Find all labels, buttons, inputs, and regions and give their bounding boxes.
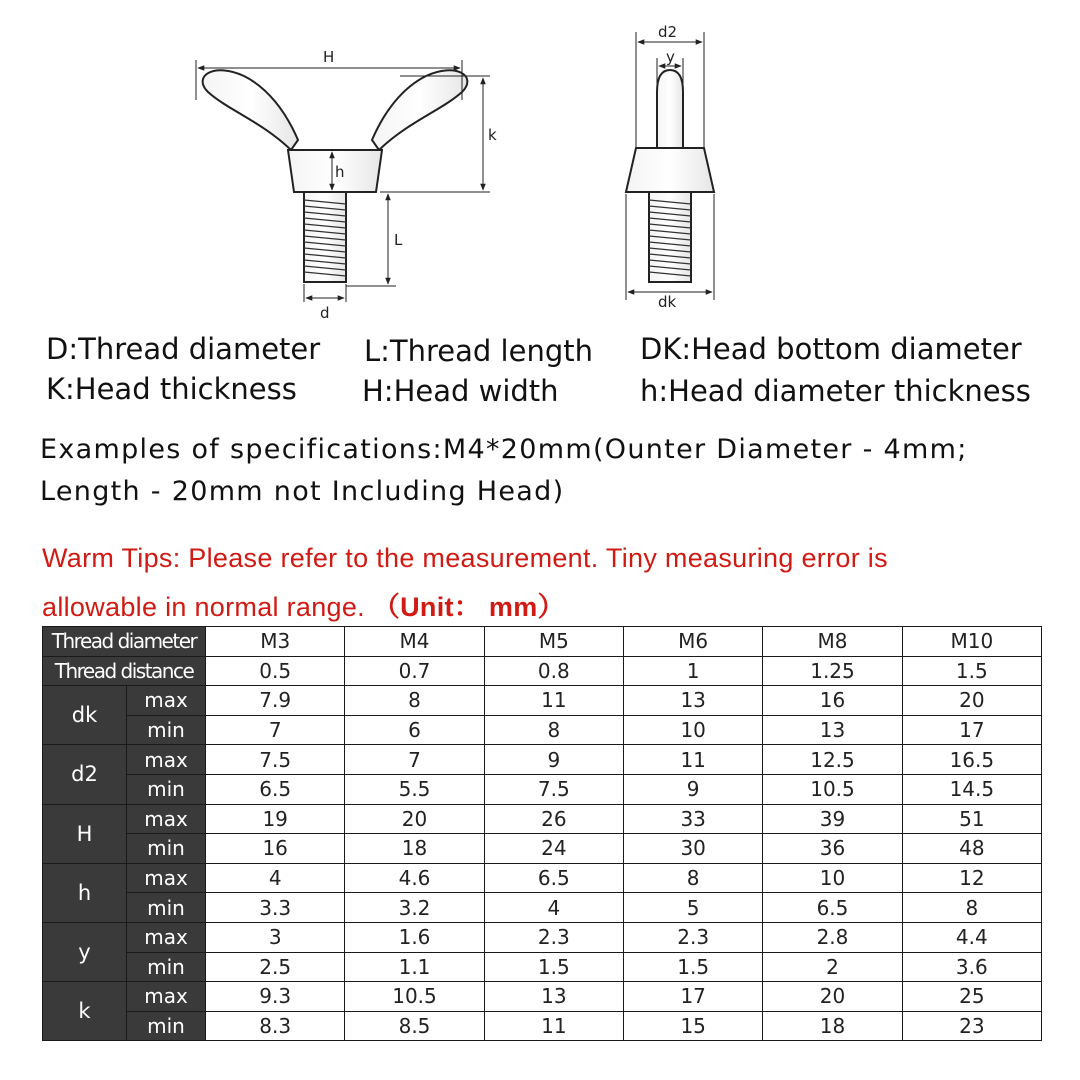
size-cell: M8 <box>763 627 902 657</box>
param-label: k <box>43 982 127 1041</box>
header-thread-diameter: Thread diameter <box>43 627 206 657</box>
label-H: H <box>323 48 335 66</box>
value-cell: 11 <box>624 745 763 775</box>
value-cell: 16.5 <box>902 745 1041 775</box>
size-cell: M4 <box>345 627 484 657</box>
max-label: max <box>127 922 206 952</box>
value-cell: 25 <box>902 982 1041 1012</box>
value-cell: 14.5 <box>902 774 1041 804</box>
value-cell: 8 <box>484 715 623 745</box>
example-line-2: Length - 20mm not Including Head) <box>40 476 565 507</box>
pitch-cell: 1 <box>624 656 763 686</box>
value-cell: 6.5 <box>484 863 623 893</box>
value-cell: 39 <box>763 804 902 834</box>
table-row <box>43 715 1042 745</box>
value-cell: 8 <box>902 893 1041 923</box>
size-cell: M3 <box>206 627 345 657</box>
example-line-1: Examples of specifications:M4*20mm(Ounter Diameter - 4mm; <box>40 434 968 465</box>
value-cell: 30 <box>624 834 763 864</box>
min-label: min <box>127 715 206 745</box>
value-cell: 1.5 <box>624 952 763 982</box>
value-cell: 19 <box>206 804 345 834</box>
max-label: max <box>127 804 206 834</box>
value-cell: 1.5 <box>484 952 623 982</box>
value-cell: 2.8 <box>763 922 902 952</box>
value-cell: 7 <box>345 745 484 775</box>
min-label: min <box>127 952 206 982</box>
value-cell: 9 <box>624 774 763 804</box>
value-cell: 33 <box>624 804 763 834</box>
value-cell: 13 <box>624 686 763 716</box>
param-label: h <box>43 863 127 922</box>
legend-head-diameter-thickness: h:Head diameter thickness <box>640 374 1031 408</box>
legend-head-bottom-diameter: DK:Head bottom diameter <box>640 332 1022 366</box>
value-cell: 51 <box>902 804 1041 834</box>
size-cell: M10 <box>902 627 1041 657</box>
header-thread-distance: Thread distance <box>43 656 206 686</box>
max-label: max <box>127 863 206 893</box>
table-row <box>43 922 1042 952</box>
value-cell: 5 <box>624 893 763 923</box>
value-cell: 8.3 <box>206 1011 345 1041</box>
value-cell: 17 <box>902 715 1041 745</box>
value-cell: 9.3 <box>206 982 345 1012</box>
pitch-cell: 0.7 <box>345 656 484 686</box>
value-cell: 2.3 <box>624 922 763 952</box>
value-cell: 7.5 <box>484 774 623 804</box>
table-row <box>43 745 1042 775</box>
value-cell: 4 <box>206 863 345 893</box>
value-cell: 20 <box>345 804 484 834</box>
table-row <box>43 863 1042 893</box>
table-row <box>43 686 1042 716</box>
value-cell: 6 <box>345 715 484 745</box>
unit-note: （Unit： mm） <box>372 592 565 622</box>
pitch-cell: 0.5 <box>206 656 345 686</box>
value-cell: 12.5 <box>763 745 902 775</box>
left-wing <box>203 70 298 150</box>
table-row <box>43 893 1042 923</box>
warm-tips-text: allowable in normal range. <box>42 592 365 622</box>
value-cell: 13 <box>763 715 902 745</box>
max-label: max <box>127 686 206 716</box>
warm-tips-line-1: Warm Tips: Please refer to the measurement. Tiny measuring error is <box>42 543 888 573</box>
value-cell: 48 <box>902 834 1041 864</box>
value-cell: 11 <box>484 686 623 716</box>
value-cell: 8 <box>624 863 763 893</box>
value-cell: 36 <box>763 834 902 864</box>
min-label: min <box>127 1011 206 1041</box>
value-cell: 10.5 <box>763 774 902 804</box>
param-label: y <box>43 922 127 981</box>
value-cell: 6.5 <box>763 893 902 923</box>
value-cell: 10 <box>763 863 902 893</box>
value-cell: 12 <box>902 863 1041 893</box>
param-label: d2 <box>43 745 127 804</box>
max-label: max <box>127 745 206 775</box>
value-cell: 18 <box>345 834 484 864</box>
value-cell: 1.6 <box>345 922 484 952</box>
value-cell: 2 <box>763 952 902 982</box>
value-cell: 4.6 <box>345 863 484 893</box>
value-cell: 4.4 <box>902 922 1041 952</box>
table-row <box>43 834 1042 864</box>
value-cell: 4 <box>484 893 623 923</box>
wing-screw-diagram <box>0 0 1080 330</box>
value-cell: 10.5 <box>345 982 484 1012</box>
value-cell: 7.5 <box>206 745 345 775</box>
value-cell: 3 <box>206 922 345 952</box>
value-cell: 11 <box>484 1011 623 1041</box>
table-row <box>43 627 1042 657</box>
table-row <box>43 804 1042 834</box>
value-cell: 20 <box>763 982 902 1012</box>
side-hub <box>626 148 714 192</box>
value-cell: 18 <box>763 1011 902 1041</box>
label-d2: d2 <box>658 23 678 41</box>
legend-thread-length: L:Thread length <box>364 334 593 368</box>
table-row <box>43 656 1042 686</box>
label-d: d <box>320 304 330 322</box>
label-dk: dk <box>658 293 677 311</box>
value-cell: 7.9 <box>206 686 345 716</box>
min-label: min <box>127 834 206 864</box>
right-wing <box>372 70 467 150</box>
value-cell: 16 <box>763 686 902 716</box>
value-cell: 13 <box>484 982 623 1012</box>
value-cell: 15 <box>624 1011 763 1041</box>
min-label: min <box>127 774 206 804</box>
value-cell: 10 <box>624 715 763 745</box>
legend-head-width: H:Head width <box>362 374 559 408</box>
table-row <box>43 774 1042 804</box>
label-y: y <box>666 48 675 66</box>
value-cell: 24 <box>484 834 623 864</box>
max-label: max <box>127 982 206 1012</box>
table-row <box>43 1011 1042 1041</box>
pitch-cell: 1.5 <box>902 656 1041 686</box>
param-label: H <box>43 804 127 863</box>
table-row <box>43 952 1042 982</box>
value-cell: 26 <box>484 804 623 834</box>
table-row <box>43 982 1042 1012</box>
value-cell: 17 <box>624 982 763 1012</box>
size-cell: M6 <box>624 627 763 657</box>
label-L: L <box>394 231 403 249</box>
value-cell: 2.3 <box>484 922 623 952</box>
param-label: dk <box>43 686 127 745</box>
value-cell: 23 <box>902 1011 1041 1041</box>
legend-head-thickness: K:Head thickness <box>46 372 297 406</box>
pitch-cell: 0.8 <box>484 656 623 686</box>
value-cell: 8.5 <box>345 1011 484 1041</box>
pitch-cell: 1.25 <box>763 656 902 686</box>
value-cell: 2.5 <box>206 952 345 982</box>
value-cell: 20 <box>902 686 1041 716</box>
value-cell: 5.5 <box>345 774 484 804</box>
value-cell: 1.1 <box>345 952 484 982</box>
size-cell: M5 <box>484 627 623 657</box>
min-label: min <box>127 893 206 923</box>
value-cell: 16 <box>206 834 345 864</box>
label-k: k <box>488 126 497 144</box>
legend-thread-diameter: D:Thread diameter <box>46 332 321 366</box>
spec-table <box>42 626 1042 1041</box>
value-cell: 3.2 <box>345 893 484 923</box>
warm-tips-line-2 <box>42 585 565 624</box>
value-cell: 9 <box>484 745 623 775</box>
side-wing <box>657 70 683 148</box>
value-cell: 8 <box>345 686 484 716</box>
value-cell: 7 <box>206 715 345 745</box>
label-h: h <box>335 163 345 181</box>
value-cell: 3.3 <box>206 893 345 923</box>
value-cell: 6.5 <box>206 774 345 804</box>
value-cell: 3.6 <box>902 952 1041 982</box>
